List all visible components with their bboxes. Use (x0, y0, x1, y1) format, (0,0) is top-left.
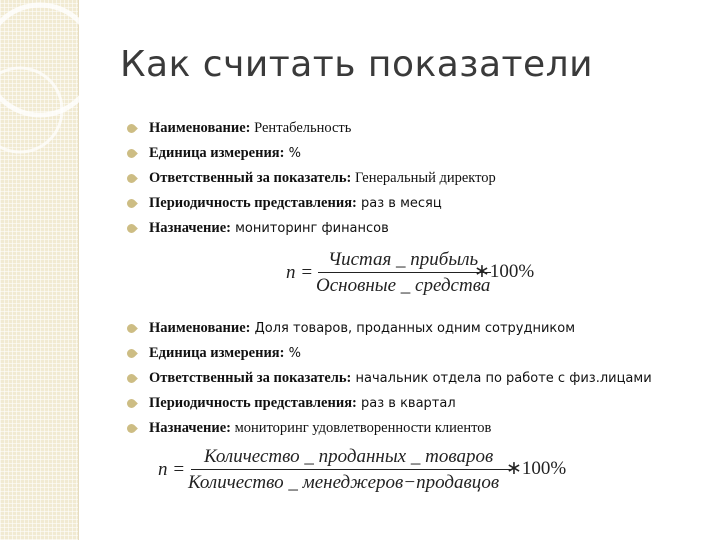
sales-share-formula (158, 447, 578, 497)
item-label: Наименование: (149, 120, 251, 136)
bullet-icon (125, 397, 138, 410)
item-label: Периодичность представления: (149, 195, 357, 211)
item-value: Генеральный директор (351, 170, 496, 186)
item-value: % (284, 146, 301, 161)
item-label: Ответственный за показатель: (149, 170, 352, 186)
fraction-bar (318, 272, 491, 273)
decorative-circles (0, 0, 79, 540)
decorative-side-strip (0, 0, 79, 540)
list-item (125, 366, 652, 391)
item-label: Ответственный за показатель: (149, 370, 352, 386)
list-item (125, 191, 496, 216)
list-item (125, 166, 496, 191)
list-item (125, 416, 652, 441)
list-item (125, 116, 496, 141)
item-label: Назначение: (149, 220, 231, 236)
profitability-formula (286, 250, 556, 300)
list-item (125, 341, 652, 366)
bullet-icon (125, 197, 138, 210)
bullet-icon (125, 347, 138, 360)
item-label: Периодичность представления: (149, 395, 357, 411)
list-item (125, 391, 652, 416)
item-value: % (284, 346, 301, 361)
formula-multiplier: ∗100% (474, 261, 535, 282)
bullet-icon (125, 122, 138, 135)
formula-multiplier: ∗100% (506, 458, 567, 479)
list-item (125, 216, 496, 241)
item-label: Единица измерения: (149, 345, 285, 361)
fraction-bar (191, 469, 511, 470)
item-label: Наименование: (149, 320, 251, 336)
bullet-icon (125, 147, 138, 160)
bullet-icon (125, 322, 138, 335)
item-value: Рентабельность (250, 120, 352, 136)
bullet-icon (125, 372, 138, 385)
item-label: Назначение: (149, 420, 231, 436)
item-value: мониторинг удовлетворенности клиентов (230, 420, 492, 436)
item-value: раз в квартал (356, 396, 456, 411)
item-value: раз в месяц (356, 196, 442, 211)
indicator-list-1 (125, 116, 496, 241)
list-item (125, 316, 652, 341)
item-value: начальник отдела по работе с физ.лицами (351, 371, 652, 386)
bullet-icon (125, 222, 138, 235)
formula-numerator: Количество _ проданных _ товаров (204, 446, 494, 467)
formula-denominator: Количество _ менеджеров−продавцов (188, 472, 500, 493)
bullet-icon (125, 172, 138, 185)
bullet-icon (125, 422, 138, 435)
formula-lhs: n = (286, 262, 314, 283)
item-label: Единица измерения: (149, 145, 285, 161)
list-item (125, 141, 496, 166)
indicator-list-2 (125, 316, 652, 441)
item-value: Доля товаров, проданных одним сотрудником (250, 321, 576, 336)
formula-denominator: Основные _ средства (316, 275, 491, 296)
formula-numerator: Чистая _ прибыль (328, 249, 479, 270)
slide-title: Как считать показатели (120, 44, 594, 85)
item-value: мониторинг финансов (230, 221, 389, 236)
formula-lhs: n = (158, 459, 186, 480)
